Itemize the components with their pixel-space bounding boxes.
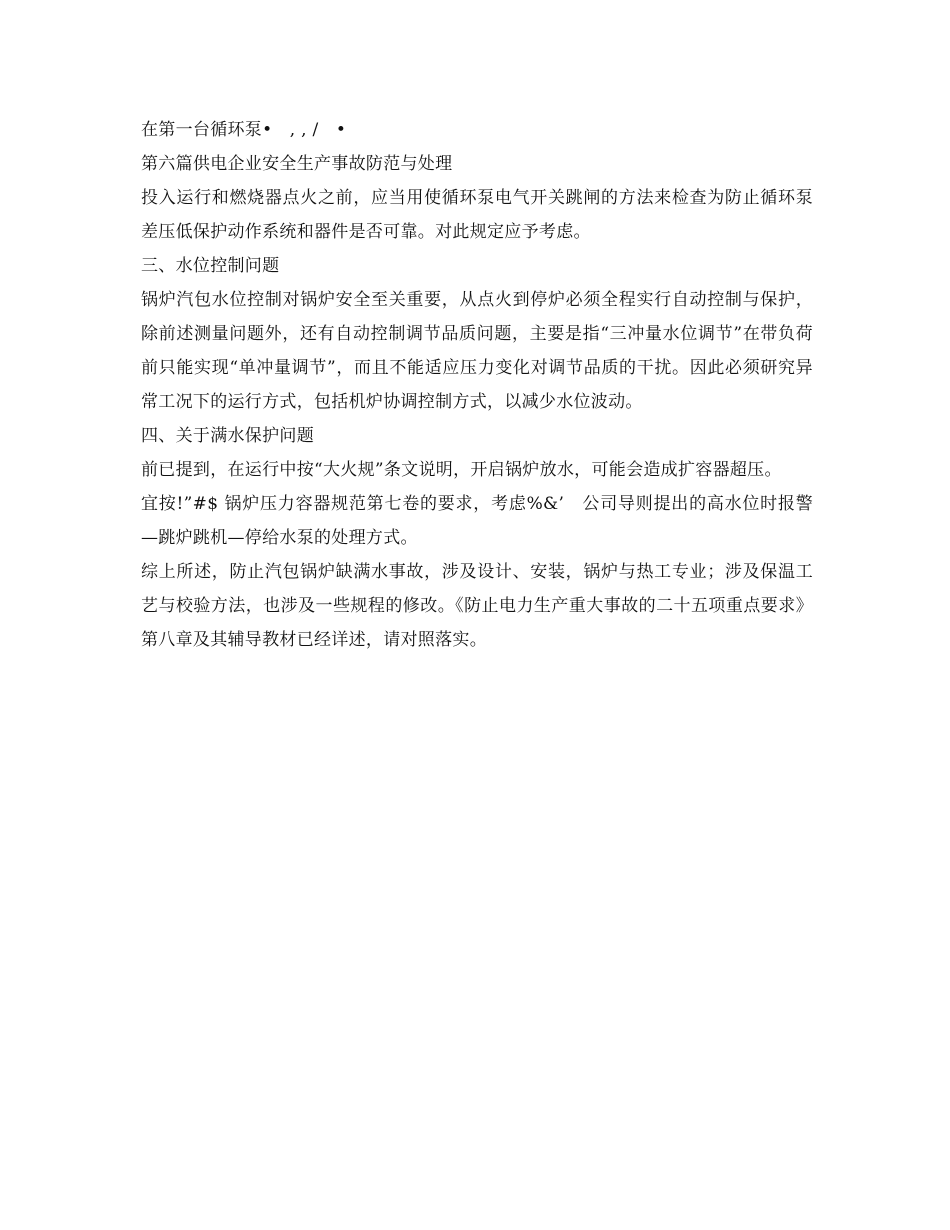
heading-full-water-protection: 四、关于满水保护问题 xyxy=(141,426,314,446)
section-title: 第六篇供电企业安全生产事故防范与处理 xyxy=(141,154,453,174)
heading-water-level-control: 三、水位控制问题 xyxy=(141,256,280,276)
paragraph-summary: 综上所述，防止汽包锅炉缺满水事故，涉及设计、安装，锅炉与热工专业；涉及保温工艺与校验方法，也涉及一些规程的修改。《防止电力生产重大事故的二十五项重点要求》第八章及其辅导教材已经详述，请对照落实。 xyxy=(141,562,813,650)
paragraph-water-level-control: 锅炉汽包水位控制对锅炉安全至关重要，从点火到停炉必须全程实行自动控制与保护，除前述测量问题外，还有自动控制调节品质问题，主要是指“三冲量水位调节”在带负荷前只能实现“单冲量调节”，而且不能适应压力变化对调节品质的干扰。因此必须研究异常工况下的运行方式，包括机炉协调控制方式，以减少水位波动。 xyxy=(141,290,813,412)
paragraph-overpressure: 前已提到，在运行中按“大火规”条文说明，开启锅炉放水，可能会造成扩容器超压。 xyxy=(141,460,782,480)
paragraph-boiler-code: 宜按!”#$ 锅炉压力容器规范第七卷的要求，考虑%&’ 公司导则提出的高水位时报警—跳炉跳机—停给水泵的处理方式。 xyxy=(141,494,813,548)
document-body xyxy=(141,113,813,657)
paragraph-circulation-pump: 投入运行和燃烧器点火之前，应当用使循环泵电气开关跳闸的方法来检查为防止循环泵差压低保护动作系统和器件是否可靠。对此规定应予考虑。 xyxy=(141,188,813,242)
text-fragment-line: 在第一台循环泵• , , / • xyxy=(141,120,347,140)
